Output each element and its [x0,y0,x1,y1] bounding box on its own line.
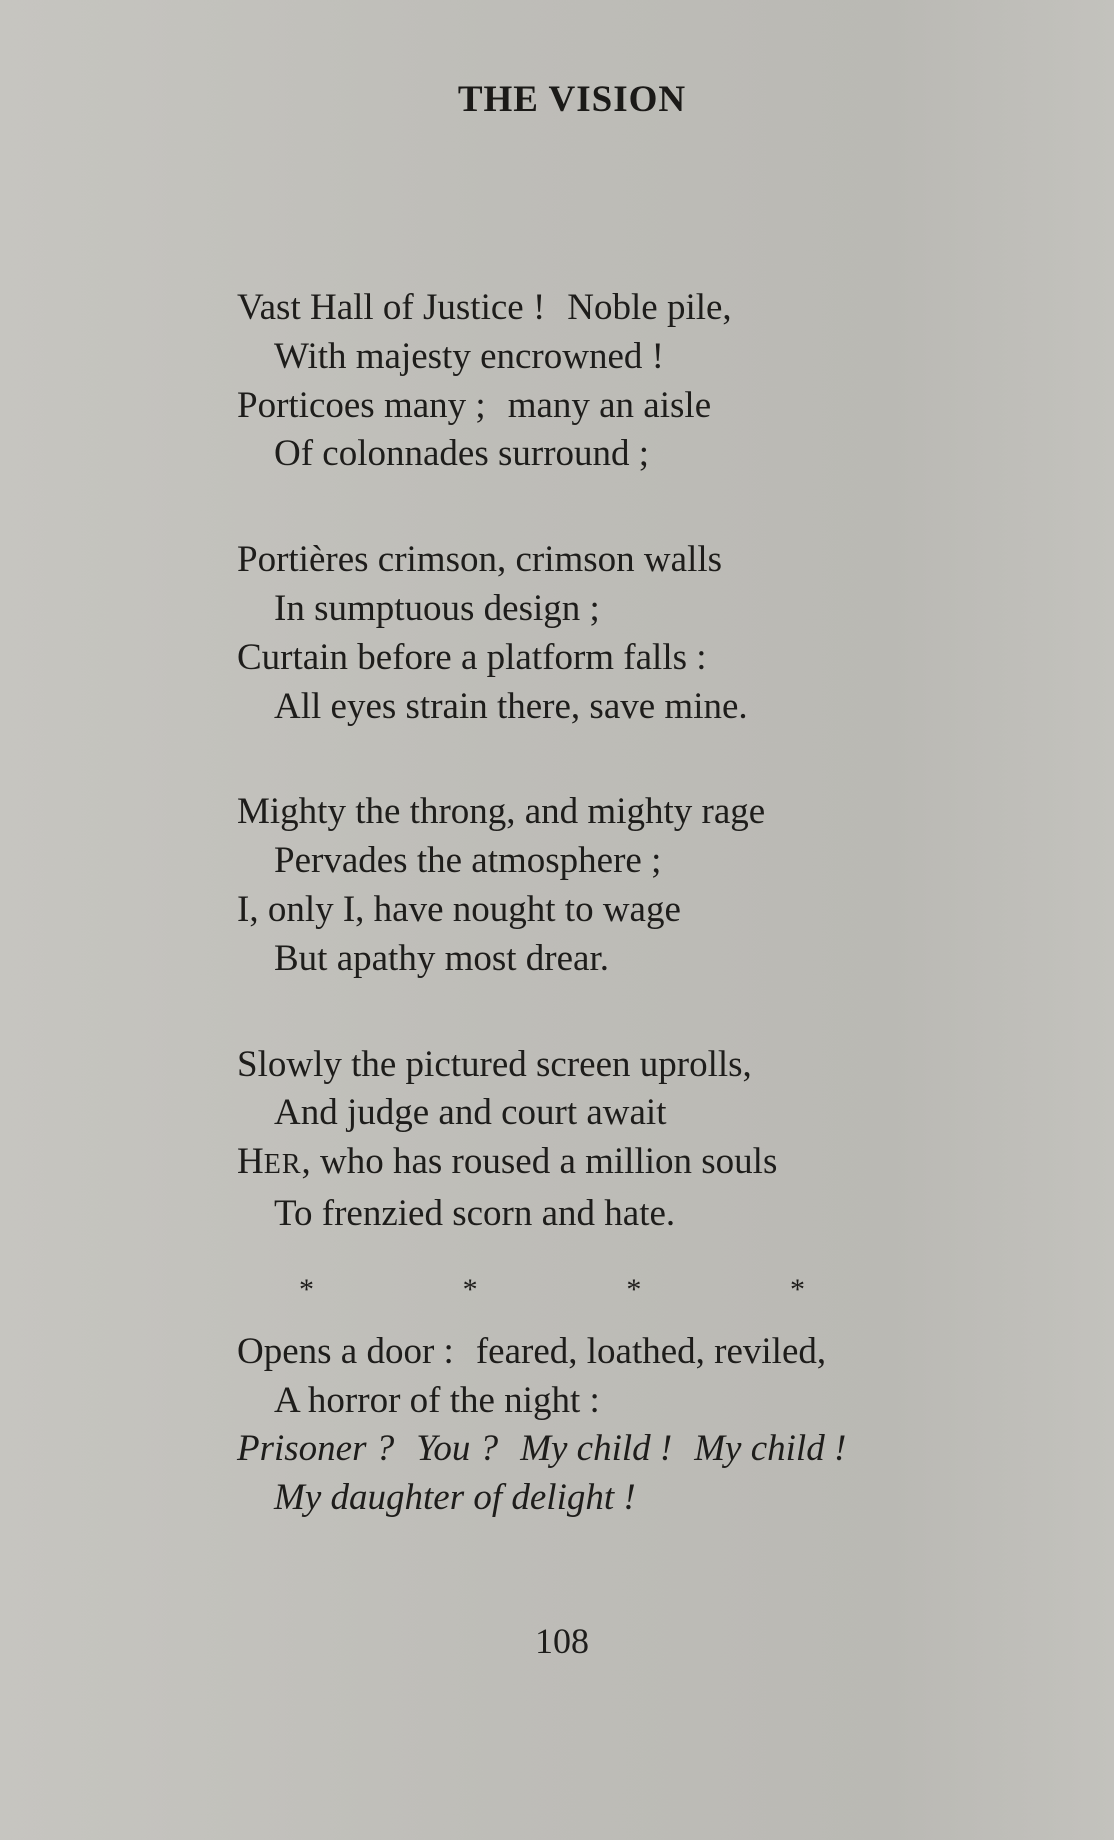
poem-line: And judge and court await [274,1092,667,1134]
asterisk: * [299,1272,314,1306]
poem-line: Vast Hall of Justice ! Noble pile, [237,287,732,328]
page-number: 108 [535,1621,589,1661]
poem-line: Slowly the pictured screen uprolls, [237,1043,752,1085]
running-head: THE VISION [457,79,687,120]
poem-line: In sumptuous design ; [274,587,600,629]
poem-line: To frenzied scorn and hate. [274,1192,676,1234]
poem-line: HER, who has roused a million souls [237,1141,778,1183]
poem-line: Pervades the atmosphere ; [274,840,662,882]
poem-line: Of colonnades surround ; [274,433,650,475]
stanza-1 [237,284,1087,479]
poem-line: Mighty the throng, and mighty rage [237,791,766,833]
poem [237,284,1087,1580]
poem-line: A horror of the night : [274,1379,600,1421]
section-break [299,1266,805,1314]
poem-line: With majesty encrowned ! [274,335,664,377]
poem-line: Opens a door : feared, loathed, reviled, [237,1330,827,1372]
poem-line: Prisoner ? You ? My child ! My child ! [237,1428,847,1470]
poem-line: Porticoes many ; many an aisle [237,384,712,426]
stanza-5 [237,1328,1087,1523]
stanza-2 [237,536,1087,731]
poem-line: But apathy most drear. [274,937,609,979]
asterisk: * [789,1272,805,1306]
poem-line: All eyes strain there, save mine. [274,685,748,727]
asterisk: * [626,1272,642,1306]
poem-line: I, only I, have nought to wage [237,888,681,930]
poem-line: Portières crimson, crimson walls [237,539,723,581]
poem-line: My daughter of delight ! [274,1477,636,1519]
stanza-4 [237,1041,1087,1239]
poem-line: Curtain before a platform falls : [237,636,707,678]
stanza-3 [237,788,1087,983]
asterisk: * [462,1272,478,1306]
